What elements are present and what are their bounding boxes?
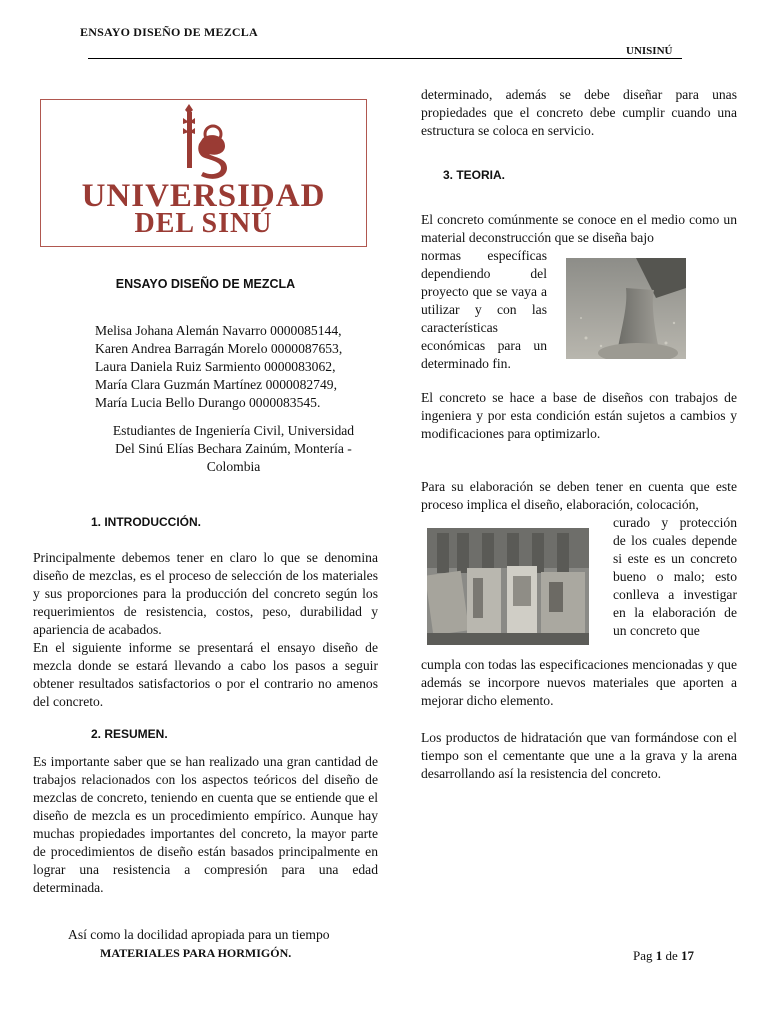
- author-line: María Lucia Bello Durango 0000083545.: [95, 395, 321, 410]
- resumen-paragraph: Es importante saber que se han realizado una gran cantidad de trabajos relacionados con los aspectos teóricos del diseño de mezclas de concreto, teniendo en cuenta que se entiende que el diseño de mezcla es un procedimiento empírico. Aunque hay muchas propiedades importantes del concreto, la mayor parte de procedimientos de diseño están basados principalmente en lograr una resistencia a compresión para una edad determinada.: [33, 754, 378, 895]
- header-rule: [88, 58, 682, 59]
- intro-paragraph-2: En el siguiente informe se presentará el ensayo diseño de mezcla donde se estará llevando a cabo los pasos a seguir obtener resultados satisfactorios o por el contrario no amenos del concreto.: [33, 640, 378, 709]
- continuation-paragraph: determinado, además se debe diseñar para unas propiedades que el concreto debe cumplir cuando una estructura se coloca en servicio.: [421, 87, 737, 138]
- section-heading-introduccion: 1. INTRODUCCIÓN.: [91, 515, 202, 529]
- document-title: ENSAYO DISEÑO DE MEZCLA: [115, 277, 296, 291]
- author-line: Karen Andrea Barragán Morelo 0000087653,: [95, 341, 343, 356]
- header-institution: UNISINÚ: [626, 45, 673, 57]
- teoria-paragraph-3c: cumpla con todas las especificaciones mencionadas y que además se incorpore nuevos materiales que aporten a mejorar dicho elemento.: [421, 657, 737, 708]
- university-logo: [40, 99, 367, 247]
- affiliation: [95, 422, 372, 476]
- authors-list: [95, 322, 395, 412]
- logo-text-line1: UNIVERSIDAD: [81, 178, 326, 214]
- section-heading-resumen: 2. RESUMEN.: [91, 727, 168, 741]
- teoria-paragraph-3a: Para su elaboración se deben tener en cuenta que este proceso implica el diseño, elaboración, colocación,: [421, 479, 737, 512]
- author-line: Melisa Johana Alemán Navarro 0000085144,: [95, 323, 342, 338]
- teoria-paragraph-1b: normas específicas dependiendo del proyecto que se vaya a utilizar y con las características económicas para un determinado fin.: [421, 248, 547, 371]
- page-prefix: Pag: [633, 948, 653, 963]
- teoria-paragraph-4: Los productos de hidratación que van formándose con el tiempo son el cementante que une a la grava y la arena desarrollando así la resistencia del concreto.: [421, 730, 737, 781]
- affiliation-line: Colombia: [206, 459, 261, 474]
- page-current: 1: [655, 948, 663, 963]
- teoria-paragraph-3b: curado y protección de los cuales depende si este es un concreto bueno o malo; esto conlleva a investigar en la elaboración de un concreto que: [613, 515, 737, 638]
- header-title: ENSAYO DISEÑO DE MEZCLA: [80, 25, 258, 39]
- intro-paragraph-1: Principalmente debemos tener en claro lo que se denomina diseño de mezclas, es el proceso de selección de los materiales y sus proporciones para la producción del concreto según los requerimientos de resistencia, costos, peso, durabilidad y apariencia de acabados.: [33, 550, 378, 637]
- logo-emblem-icon: [181, 104, 231, 184]
- section-heading-teoria: 3. TEORIA.: [443, 168, 506, 182]
- affiliation-line: Estudiantes de Ingeniería Civil, Universidad: [112, 423, 355, 438]
- affiliation-line: Del Sinú Elías Bechara Zainúm, Montería -: [115, 441, 352, 456]
- teoria-paragraph-1a: El concreto comúnmente se conoce en el medio como un material deconstrucción que se diseña bajo: [421, 212, 737, 245]
- logo-text-line2: DEL SINÚ: [134, 208, 273, 239]
- teoria-paragraph-2: El concreto se hace a base de diseños con trabajos de ingeniera y por esta condición están sujetos a cambios y modificaciones para optimizarlo.: [421, 390, 737, 441]
- author-line: Laura Daniela Ruiz Sarmiento 0000083062,: [95, 359, 336, 374]
- page-of: de: [665, 948, 678, 963]
- footer-left-text: MATERIALES PARA HORMIGÓN.: [100, 946, 292, 960]
- concrete-blocks-image: [427, 528, 589, 645]
- resumen-paragraph-2: Así como la docilidad apropiada para un tiempo: [68, 927, 330, 942]
- page-number: [633, 948, 694, 964]
- author-line: María Clara Guzmán Martínez 0000082749,: [95, 377, 337, 392]
- page-total: 17: [681, 948, 695, 963]
- concrete-pour-image: [566, 258, 686, 359]
